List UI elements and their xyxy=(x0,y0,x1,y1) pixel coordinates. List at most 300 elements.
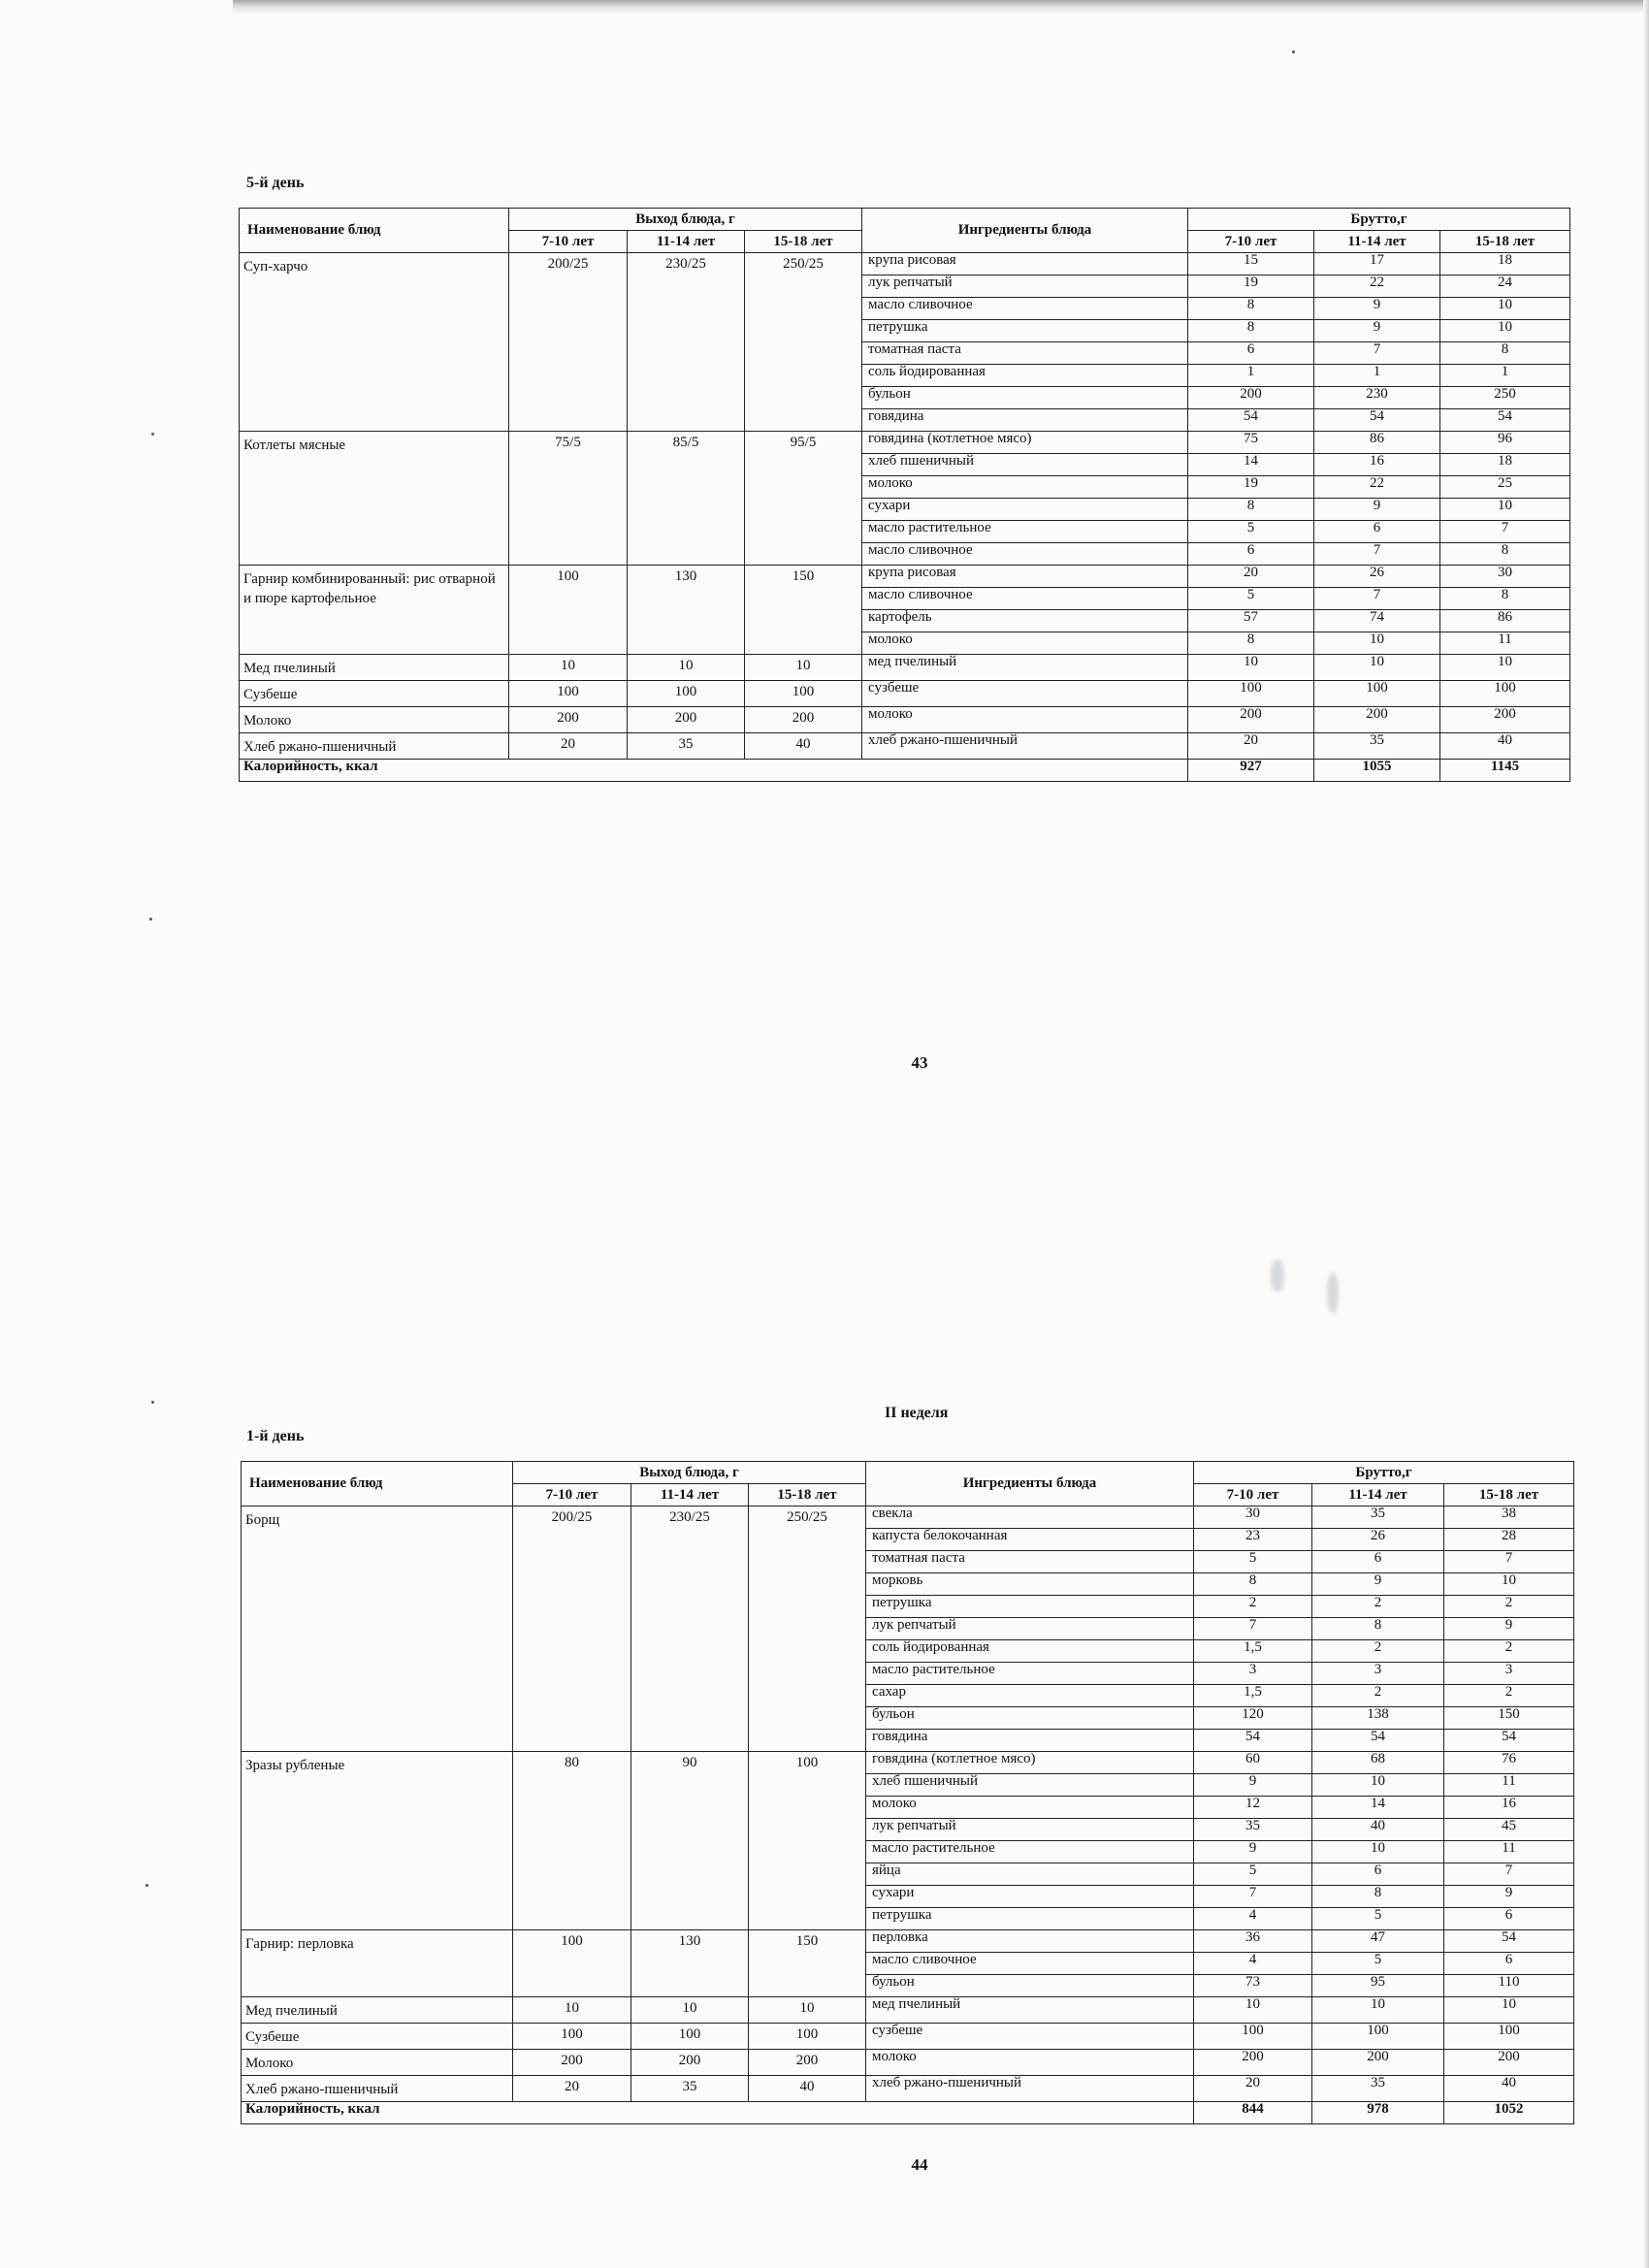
dish-yield: 100 xyxy=(509,681,628,707)
header-age-7-10: 7-10 лет xyxy=(513,1484,631,1507)
ingredient-name: мед пчелиный xyxy=(862,655,1188,681)
dish-yield: 200 xyxy=(631,2050,749,2076)
total-label: Калорийность, ккал xyxy=(240,760,1188,782)
ingredient-name: масло сливочное xyxy=(862,298,1188,320)
gross-value: 6 xyxy=(1312,1551,1444,1573)
table-row xyxy=(242,2050,1574,2076)
ingredient-name: томатная паста xyxy=(866,1551,1194,1573)
gross-value: 8 xyxy=(1194,1573,1312,1596)
dish-yield: 100 xyxy=(745,681,862,707)
dish-yield: 90 xyxy=(631,1752,749,1930)
gross-value: 10 xyxy=(1440,499,1570,521)
gross-value: 200 xyxy=(1314,707,1440,733)
header-age-15-18: 15-18 лет xyxy=(1440,231,1570,253)
gross-value: 40 xyxy=(1444,2076,1574,2102)
ingredient-name: масло сливочное xyxy=(866,1953,1194,1975)
gross-value: 8 xyxy=(1440,588,1570,610)
table-row xyxy=(240,733,1570,760)
gross-value: 4 xyxy=(1194,1953,1312,1975)
gross-value: 250 xyxy=(1440,387,1570,409)
ingredient-name: крупа рисовая xyxy=(862,253,1188,275)
gross-value: 100 xyxy=(1440,681,1570,707)
ingredient-name: соль йодированная xyxy=(862,365,1188,387)
page-number: 43 xyxy=(911,1053,928,1072)
gross-value: 54 xyxy=(1444,1930,1574,1953)
gross-value: 7 xyxy=(1440,521,1570,543)
gross-value: 110 xyxy=(1444,1975,1574,1997)
scan-smudge xyxy=(1271,1259,1284,1292)
dish-yield: 80 xyxy=(513,1752,631,1930)
gross-value: 54 xyxy=(1188,409,1314,432)
table-row xyxy=(240,432,1570,454)
table-row xyxy=(242,2076,1574,2102)
gross-value: 10 xyxy=(1440,298,1570,320)
scan-edge-right xyxy=(1643,0,1649,2268)
dish-name: Суп-харчо xyxy=(240,253,509,432)
ingredient-name: картофель xyxy=(862,610,1188,632)
total-row xyxy=(240,760,1570,782)
table-row xyxy=(242,1752,1574,1774)
gross-value: 230 xyxy=(1314,387,1440,409)
gross-value: 5 xyxy=(1188,588,1314,610)
gross-value: 11 xyxy=(1444,1841,1574,1863)
gross-value: 14 xyxy=(1312,1797,1444,1819)
scan-edge-shadow xyxy=(233,0,1649,14)
ingredient-name: молоко xyxy=(866,2050,1194,2076)
gross-value: 45 xyxy=(1444,1819,1574,1841)
page-number: 44 xyxy=(911,2155,928,2174)
gross-value: 6 xyxy=(1444,1953,1574,1975)
gross-value: 5 xyxy=(1194,1863,1312,1886)
ingredient-name: хлеб ржано-пшеничный xyxy=(866,2076,1194,2102)
gross-value: 12 xyxy=(1194,1797,1312,1819)
gross-value: 7 xyxy=(1314,543,1440,566)
gross-value: 8 xyxy=(1312,1886,1444,1908)
gross-value: 11 xyxy=(1444,1774,1574,1797)
gross-value: 2 xyxy=(1444,1596,1574,1618)
dish-name: Сузбеше xyxy=(240,681,509,707)
gross-value: 100 xyxy=(1188,681,1314,707)
header-age-7-10: 7-10 лет xyxy=(1194,1484,1312,1507)
day-heading: 5-й день xyxy=(246,175,305,191)
ingredient-name: бульон xyxy=(862,387,1188,409)
total-value: 927 xyxy=(1188,760,1314,782)
header-age-15-18: 15-18 лет xyxy=(1444,1484,1574,1507)
dish-yield: 10 xyxy=(749,1997,866,2024)
ingredient-name: томатная паста xyxy=(862,342,1188,365)
ingredient-name: бульон xyxy=(866,1975,1194,1997)
gross-value: 23 xyxy=(1194,1529,1312,1551)
ingredient-name: бульон xyxy=(866,1707,1194,1730)
ingredient-name: петрушка xyxy=(866,1908,1194,1930)
gross-value: 86 xyxy=(1314,432,1440,454)
gross-value: 6 xyxy=(1314,521,1440,543)
gross-value: 9 xyxy=(1194,1841,1312,1863)
dish-yield: 100 xyxy=(513,1930,631,1997)
dish-yield: 200 xyxy=(628,707,745,733)
gross-value: 54 xyxy=(1314,409,1440,432)
gross-value: 7 xyxy=(1444,1551,1574,1573)
ingredient-name: хлеб ржано-пшеничный xyxy=(862,733,1188,760)
gross-value: 7 xyxy=(1314,342,1440,365)
ingredient-name: свекла xyxy=(866,1507,1194,1529)
ingredient-name: сузбеше xyxy=(866,2024,1194,2050)
gross-value: 19 xyxy=(1188,476,1314,499)
gross-value: 16 xyxy=(1314,454,1440,476)
ingredient-name: морковь xyxy=(866,1573,1194,1596)
dish-yield: 200 xyxy=(749,2050,866,2076)
dish-name: Молоко xyxy=(242,2050,513,2076)
gross-value: 10 xyxy=(1312,1841,1444,1863)
gross-value: 100 xyxy=(1312,2024,1444,2050)
gross-value: 1,5 xyxy=(1194,1640,1312,1663)
gross-value: 7 xyxy=(1444,1863,1574,1886)
gross-value: 28 xyxy=(1444,1529,1574,1551)
gross-value: 20 xyxy=(1188,566,1314,588)
dish-yield: 230/25 xyxy=(628,253,745,432)
gross-value: 22 xyxy=(1314,476,1440,499)
gross-value: 7 xyxy=(1314,588,1440,610)
gross-value: 4 xyxy=(1194,1908,1312,1930)
header-age-15-18: 15-18 лет xyxy=(749,1484,866,1507)
ingredient-name: молоко xyxy=(862,476,1188,499)
gross-value: 36 xyxy=(1194,1930,1312,1953)
total-value: 1052 xyxy=(1444,2102,1574,2124)
menu-table-day5 xyxy=(239,208,1570,782)
gross-value: 26 xyxy=(1312,1529,1444,1551)
table-row xyxy=(240,566,1570,588)
table-row xyxy=(242,1997,1574,2024)
gross-value: 8 xyxy=(1188,632,1314,655)
total-value: 1145 xyxy=(1440,760,1570,782)
gross-value: 30 xyxy=(1194,1507,1312,1529)
dish-yield: 35 xyxy=(631,2076,749,2102)
gross-value: 9 xyxy=(1312,1573,1444,1596)
ingredient-name: хлеб пшеничный xyxy=(866,1774,1194,1797)
header-age-11-14: 11-14 лет xyxy=(631,1484,749,1507)
gross-value: 6 xyxy=(1312,1863,1444,1886)
gross-value: 74 xyxy=(1314,610,1440,632)
gross-value: 35 xyxy=(1194,1819,1312,1841)
dish-yield: 250/25 xyxy=(749,1507,866,1752)
header-ingredients: Ингредиенты блюда xyxy=(862,209,1188,253)
gross-value: 1 xyxy=(1314,365,1440,387)
dish-yield: 20 xyxy=(509,733,628,760)
ingredient-name: говядина (котлетное мясо) xyxy=(862,432,1188,454)
gross-value: 138 xyxy=(1312,1707,1444,1730)
header-gross: Брутто,г xyxy=(1188,209,1570,231)
gross-value: 3 xyxy=(1444,1663,1574,1685)
dish-yield: 10 xyxy=(509,655,628,681)
scan-speck xyxy=(151,433,154,436)
table-row xyxy=(242,1507,1574,1529)
gross-value: 200 xyxy=(1194,2050,1312,2076)
dish-yield: 40 xyxy=(749,2076,866,2102)
header-yield: Выход блюда, г xyxy=(513,1462,866,1484)
gross-value: 54 xyxy=(1194,1730,1312,1752)
gross-value: 200 xyxy=(1312,2050,1444,2076)
ingredient-name: молоко xyxy=(862,632,1188,655)
dish-yield: 250/25 xyxy=(745,253,862,432)
scan-speck xyxy=(149,918,152,921)
total-row xyxy=(242,2102,1574,2124)
gross-value: 10 xyxy=(1194,1997,1312,2024)
gross-value: 18 xyxy=(1440,253,1570,275)
gross-value: 8 xyxy=(1188,298,1314,320)
gross-value: 8 xyxy=(1188,320,1314,342)
gross-value: 54 xyxy=(1444,1730,1574,1752)
gross-value: 200 xyxy=(1188,707,1314,733)
ingredient-name: масло сливочное xyxy=(862,588,1188,610)
table-row xyxy=(240,655,1570,681)
gross-value: 2 xyxy=(1194,1596,1312,1618)
dish-yield: 40 xyxy=(745,733,862,760)
ingredient-name: масло сливочное xyxy=(862,543,1188,566)
gross-value: 2 xyxy=(1312,1596,1444,1618)
total-value: 1055 xyxy=(1314,760,1440,782)
gross-value: 2 xyxy=(1312,1685,1444,1707)
gross-value: 5 xyxy=(1312,1908,1444,1930)
dish-yield: 230/25 xyxy=(631,1507,749,1752)
ingredient-name: лук репчатый xyxy=(862,275,1188,298)
dish-yield: 100 xyxy=(749,2024,866,2050)
scan-speck xyxy=(1292,50,1295,53)
scan-speck xyxy=(151,1401,154,1404)
dish-name: Котлеты мясные xyxy=(240,432,509,566)
gross-value: 10 xyxy=(1444,1997,1574,2024)
gross-value: 3 xyxy=(1194,1663,1312,1685)
gross-value: 200 xyxy=(1444,2050,1574,2076)
gross-value: 8 xyxy=(1188,499,1314,521)
header-dish: Наименование блюд xyxy=(242,1462,513,1507)
gross-value: 86 xyxy=(1440,610,1570,632)
gross-value: 10 xyxy=(1314,655,1440,681)
ingredient-name: крупа рисовая xyxy=(862,566,1188,588)
dish-name: Хлеб ржано-пшеничный xyxy=(242,2076,513,2102)
gross-value: 20 xyxy=(1194,2076,1312,2102)
dish-name: Мед пчелиный xyxy=(242,1997,513,2024)
gross-value: 200 xyxy=(1440,707,1570,733)
gross-value: 1,5 xyxy=(1194,1685,1312,1707)
table-row xyxy=(240,681,1570,707)
ingredient-name: петрушка xyxy=(866,1596,1194,1618)
gross-value: 10 xyxy=(1444,1573,1574,1596)
table-row xyxy=(242,2024,1574,2050)
total-label: Калорийность, ккал xyxy=(242,2102,1194,2124)
header-gross: Брутто,г xyxy=(1194,1462,1574,1484)
gross-value: 100 xyxy=(1194,2024,1312,2050)
gross-value: 19 xyxy=(1188,275,1314,298)
gross-value: 9 xyxy=(1314,298,1440,320)
dish-yield: 200 xyxy=(509,707,628,733)
header-dish: Наименование блюд xyxy=(240,209,509,253)
gross-value: 120 xyxy=(1194,1707,1312,1730)
gross-value: 10 xyxy=(1440,320,1570,342)
dish-name: Сузбеше xyxy=(242,2024,513,2050)
dish-yield: 100 xyxy=(628,681,745,707)
gross-value: 17 xyxy=(1314,253,1440,275)
dish-name: Гарнир: перловка xyxy=(242,1930,513,1997)
gross-value: 1 xyxy=(1188,365,1314,387)
gross-value: 22 xyxy=(1314,275,1440,298)
week-heading: II неделя xyxy=(885,1405,949,1421)
gross-value: 6 xyxy=(1188,543,1314,566)
ingredient-name: сухари xyxy=(862,499,1188,521)
dish-yield: 35 xyxy=(628,733,745,760)
header-age-11-14: 11-14 лет xyxy=(628,231,745,253)
gross-value: 9 xyxy=(1314,320,1440,342)
dish-yield: 130 xyxy=(628,566,745,655)
table-body xyxy=(240,253,1570,760)
gross-value: 20 xyxy=(1188,733,1314,760)
gross-value: 10 xyxy=(1314,632,1440,655)
dish-yield: 200 xyxy=(745,707,862,733)
dish-name: Молоко xyxy=(240,707,509,733)
dish-yield: 75/5 xyxy=(509,432,628,566)
dish-yield: 150 xyxy=(745,566,862,655)
gross-value: 10 xyxy=(1312,1997,1444,2024)
gross-value: 9 xyxy=(1194,1774,1312,1797)
gross-value: 35 xyxy=(1312,2076,1444,2102)
dish-yield: 200/25 xyxy=(509,253,628,432)
ingredient-name: сухари xyxy=(866,1886,1194,1908)
ingredient-name: лук репчатый xyxy=(866,1618,1194,1640)
gross-value: 2 xyxy=(1312,1640,1444,1663)
gross-value: 73 xyxy=(1194,1975,1312,1997)
total-value: 844 xyxy=(1194,2102,1312,2124)
dish-yield: 10 xyxy=(745,655,862,681)
table-row xyxy=(240,253,1570,275)
gross-value: 150 xyxy=(1444,1707,1574,1730)
ingredient-name: говядина xyxy=(862,409,1188,432)
gross-value: 30 xyxy=(1440,566,1570,588)
table-row xyxy=(240,707,1570,733)
header-age-11-14: 11-14 лет xyxy=(1312,1484,1444,1507)
ingredient-name: петрушка xyxy=(862,320,1188,342)
gross-value: 95 xyxy=(1312,1975,1444,1997)
gross-value: 35 xyxy=(1312,1507,1444,1529)
ingredient-name: перловка xyxy=(866,1930,1194,1953)
ingredient-name: соль йодированная xyxy=(866,1640,1194,1663)
gross-value: 26 xyxy=(1314,566,1440,588)
gross-value: 47 xyxy=(1312,1930,1444,1953)
gross-value: 24 xyxy=(1440,275,1570,298)
gross-value: 200 xyxy=(1188,387,1314,409)
gross-value: 8 xyxy=(1440,543,1570,566)
gross-value: 38 xyxy=(1444,1507,1574,1529)
dish-name: Борщ xyxy=(242,1507,513,1752)
gross-value: 3 xyxy=(1312,1663,1444,1685)
gross-value: 5 xyxy=(1194,1551,1312,1573)
ingredient-name: говядина (котлетное мясо) xyxy=(866,1752,1194,1774)
total-value: 978 xyxy=(1312,2102,1444,2124)
scan-smudge xyxy=(1327,1273,1339,1313)
dish-yield: 100 xyxy=(631,2024,749,2050)
menu-table-week2-day1 xyxy=(241,1461,1574,2124)
dish-yield: 10 xyxy=(631,1997,749,2024)
header-age-7-10: 7-10 лет xyxy=(1188,231,1314,253)
ingredient-name: масло растительное xyxy=(866,1663,1194,1685)
gross-value: 100 xyxy=(1444,2024,1574,2050)
header-ingredients: Ингредиенты блюда xyxy=(866,1462,1194,1507)
ingredient-name: яйца xyxy=(866,1863,1194,1886)
dish-yield: 20 xyxy=(513,2076,631,2102)
gross-value: 35 xyxy=(1314,733,1440,760)
ingredient-name: говядина xyxy=(866,1730,1194,1752)
dish-yield: 200 xyxy=(513,2050,631,2076)
header-age-15-18: 15-18 лет xyxy=(745,231,862,253)
gross-value: 54 xyxy=(1312,1730,1444,1752)
day-heading: 1-й день xyxy=(246,1428,305,1444)
gross-value: 8 xyxy=(1440,342,1570,365)
gross-value: 9 xyxy=(1314,499,1440,521)
dish-yield: 130 xyxy=(631,1930,749,1997)
gross-value: 1 xyxy=(1440,365,1570,387)
gross-value: 11 xyxy=(1440,632,1570,655)
gross-value: 6 xyxy=(1188,342,1314,365)
ingredient-name: капуста белокочанная xyxy=(866,1529,1194,1551)
gross-value: 10 xyxy=(1188,655,1314,681)
gross-value: 54 xyxy=(1440,409,1570,432)
gross-value: 15 xyxy=(1188,253,1314,275)
dish-yield: 200/25 xyxy=(513,1507,631,1752)
ingredient-name: сузбеше xyxy=(862,681,1188,707)
gross-value: 2 xyxy=(1444,1640,1574,1663)
dish-name: Зразы рубленые xyxy=(242,1752,513,1930)
ingredient-name: мед пчелиный xyxy=(866,1997,1194,2024)
table-body xyxy=(242,1507,1574,2102)
gross-value: 40 xyxy=(1440,733,1570,760)
dish-yield: 95/5 xyxy=(745,432,862,566)
dish-yield: 100 xyxy=(509,566,628,655)
header-age-7-10: 7-10 лет xyxy=(509,231,628,253)
gross-value: 10 xyxy=(1312,1774,1444,1797)
gross-value: 2 xyxy=(1444,1685,1574,1707)
gross-value: 9 xyxy=(1444,1618,1574,1640)
dish-yield: 85/5 xyxy=(628,432,745,566)
ingredient-name: лук репчатый xyxy=(866,1819,1194,1841)
gross-value: 16 xyxy=(1444,1797,1574,1819)
gross-value: 96 xyxy=(1440,432,1570,454)
scan-speck xyxy=(146,1884,148,1887)
gross-value: 7 xyxy=(1194,1886,1312,1908)
header-age-11-14: 11-14 лет xyxy=(1314,231,1440,253)
gross-value: 18 xyxy=(1440,454,1570,476)
gross-value: 8 xyxy=(1312,1618,1444,1640)
gross-value: 14 xyxy=(1188,454,1314,476)
dish-yield: 100 xyxy=(749,1752,866,1930)
ingredient-name: молоко xyxy=(862,707,1188,733)
ingredient-name: масло растительное xyxy=(866,1841,1194,1863)
dish-yield: 10 xyxy=(628,655,745,681)
gross-value: 7 xyxy=(1194,1618,1312,1640)
gross-value: 57 xyxy=(1188,610,1314,632)
ingredient-name: хлеб пшеничный xyxy=(862,454,1188,476)
gross-value: 76 xyxy=(1444,1752,1574,1774)
gross-value: 6 xyxy=(1444,1908,1574,1930)
dish-name: Хлеб ржано-пшеничный xyxy=(240,733,509,760)
header-yield: Выход блюда, г xyxy=(509,209,862,231)
table-row xyxy=(242,1930,1574,1953)
gross-value: 40 xyxy=(1312,1819,1444,1841)
dish-yield: 100 xyxy=(513,2024,631,2050)
gross-value: 75 xyxy=(1188,432,1314,454)
dish-name: Мед пчелиный xyxy=(240,655,509,681)
dish-name: Гарнир комбинированный: рис отварной и пюре картофельное xyxy=(240,566,509,655)
gross-value: 9 xyxy=(1444,1886,1574,1908)
ingredient-name: молоко xyxy=(866,1797,1194,1819)
ingredient-name: масло растительное xyxy=(862,521,1188,543)
